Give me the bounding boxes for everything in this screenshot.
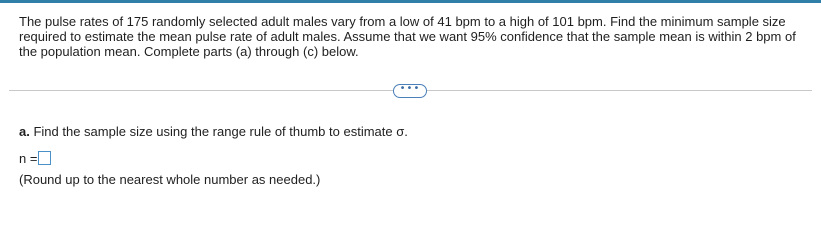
answer-row [19,150,51,166]
ellipsis-icon: ••• [399,83,421,94]
sample-size-input[interactable] [38,151,51,165]
part-a-prompt [19,124,408,139]
expand-more-button[interactable] [393,84,427,98]
part-a-text: Find the sample size using the range rule of thumb to estimate σ. [33,124,408,139]
part-a-letter: a. [19,124,30,139]
question-text: The pulse rates of 175 randomly selected adult males vary from a low of 41 bpm to a high of 101 bpm. Find the minimum sample size required to estimate the mean pulse rate of adult males. Assume that we want 95% confidence that the sample mean is within 2 bpm of the population mean. Complete parts (a) through (c) below. [19,14,796,59]
rounding-hint: (Round up to the nearest whole number as needed.) [19,172,321,187]
n-label: n = [19,150,38,166]
top-accent-bar [0,0,821,3]
section-divider [9,84,812,98]
